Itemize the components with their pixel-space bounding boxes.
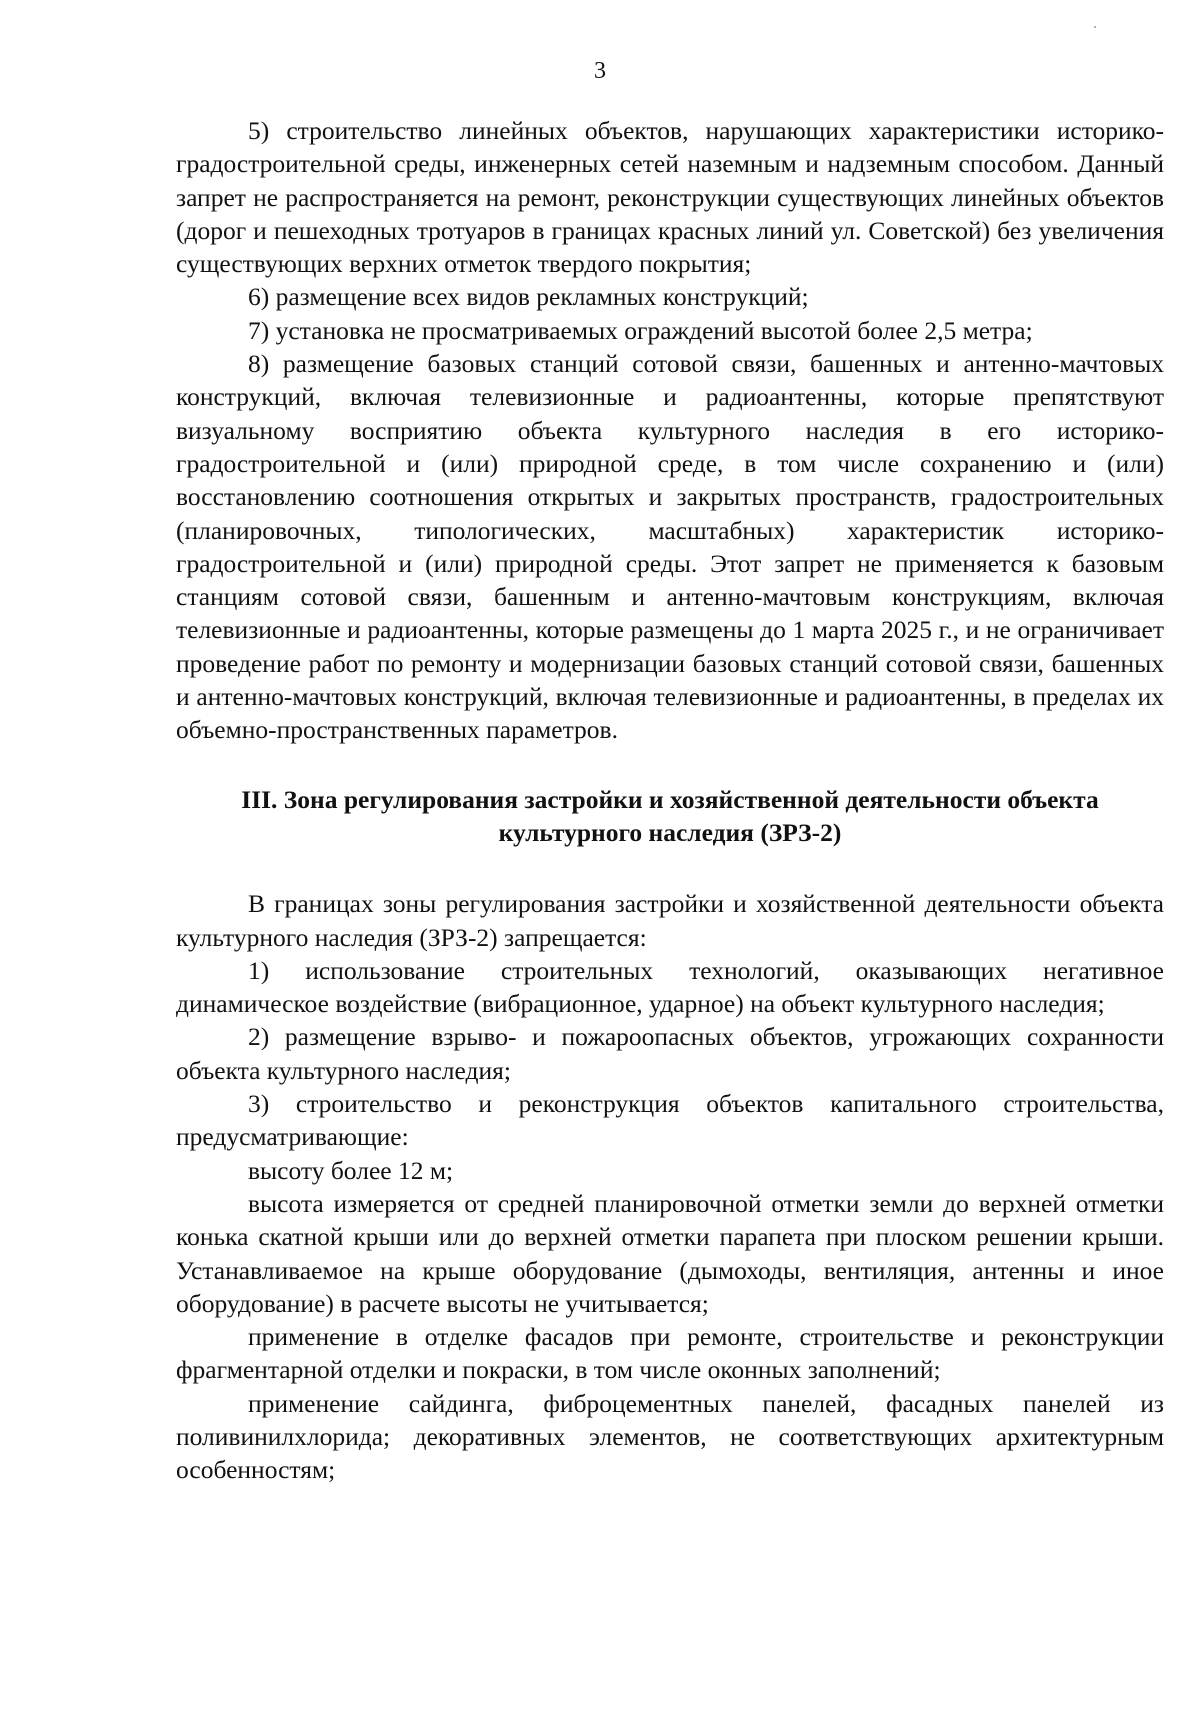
section-heading-line-2: культурного наследия (ЗРЗ-2): [498, 817, 842, 847]
sub-item-height-measurement: высота измеряется от средней планировочной отметки земли до верхней отметки конька скатной крыши или до верхней отметки парапета при плоском решении крыши. Устанавливаемое на крыше оборудование (дымоходы, вентиляция, антенны и иное оборудование) в расчете высоты не учитывается;: [176, 1188, 1164, 1318]
list-item-6: 6) размещение всех видов рекламных конструкций;: [248, 282, 809, 312]
list-item-2: 2) размещение взрыво- и пожароопасных объектов, угрожающих сохранности объекта культурного наследия;: [176, 1022, 1164, 1085]
document-body: [176, 114, 1164, 1487]
list-item-1: 1) использование строительных технологий, оказывающих негативное динамическое воздействие (вибрационное, ударное) на объект культурного наследия;: [176, 955, 1164, 1019]
page-number: 3: [594, 58, 606, 84]
section-heading-line-1: III. Зона регулирования застройки и хозяйственной деятельности объекта: [241, 784, 1099, 814]
sub-item-facade-finishing: применение в отделке фасадов при ремонте, строительстве и реконструкции фрагментарной отделки и покраски, в том числе оконных заполнений;: [176, 1322, 1164, 1385]
section-heading: [176, 783, 1164, 850]
sub-item-siding: применение сайдинга, фиброцементных панелей, фасадных панелей из поливинилхлорида; декоративных элементов, не соответствующих архитектурным особенностям;: [176, 1388, 1164, 1485]
list-item-7: 7) установка не просматриваемых ограждений высотой более 2,5 метра;: [248, 315, 1033, 345]
scan-artifact: [1094, 26, 1096, 28]
list-item-8: 8) размещение базовых станций сотовой связи, башенных и антенно-мачтовых конструкций, включая телевизионные и радиоантенны, которые препятствуют визуальному восприятию объекта культурного наследия в его историко-градостроительной и (или) природной среде, в том числе сохранению и (или) восстановлению соотношения открытых и закрытых пространств, градостроительных (планировочных, типологических, масштабных) характеристик историко-градостроительной и (или) природной среды. Этот запрет не применяется к базовым станциям сотовой связи, башенным и антенно-мачтовым конструкциям, включая телевизионные и радиоантенны, которые размещены до 1 марта 2025 г., и не ограничивает проведение работ по ремонту и модернизации базовых станций сотовой связи, башенных и антенно-мачтовых конструкций, включая телевизионные и радиоантенны, в пределах их объемно-пространственных параметров.: [176, 349, 1164, 745]
section-intro-paragraph: В границах зоны регулирования застройки и хозяйственной деятельности объекта культурного наследия (ЗРЗ-2) запрещается:: [176, 889, 1164, 952]
sub-item-height: высоту более 12 м;: [248, 1155, 454, 1185]
list-item-5: 5) строительство линейных объектов, нарушающих характеристики историко-градостроительной среды, инженерных сетей наземным и надземным способом. Данный запрет не распространяется на ремонт, реконструкции существующих линейных объектов (дорог и пешеходных тротуаров в границах красных линий ул. Советской) без увеличения существующих верхних отметок твердого покрытия;: [176, 116, 1164, 279]
list-item-3: 3) строительство и реконструкция объектов капитального строительства, предусматривающие:: [176, 1089, 1164, 1152]
